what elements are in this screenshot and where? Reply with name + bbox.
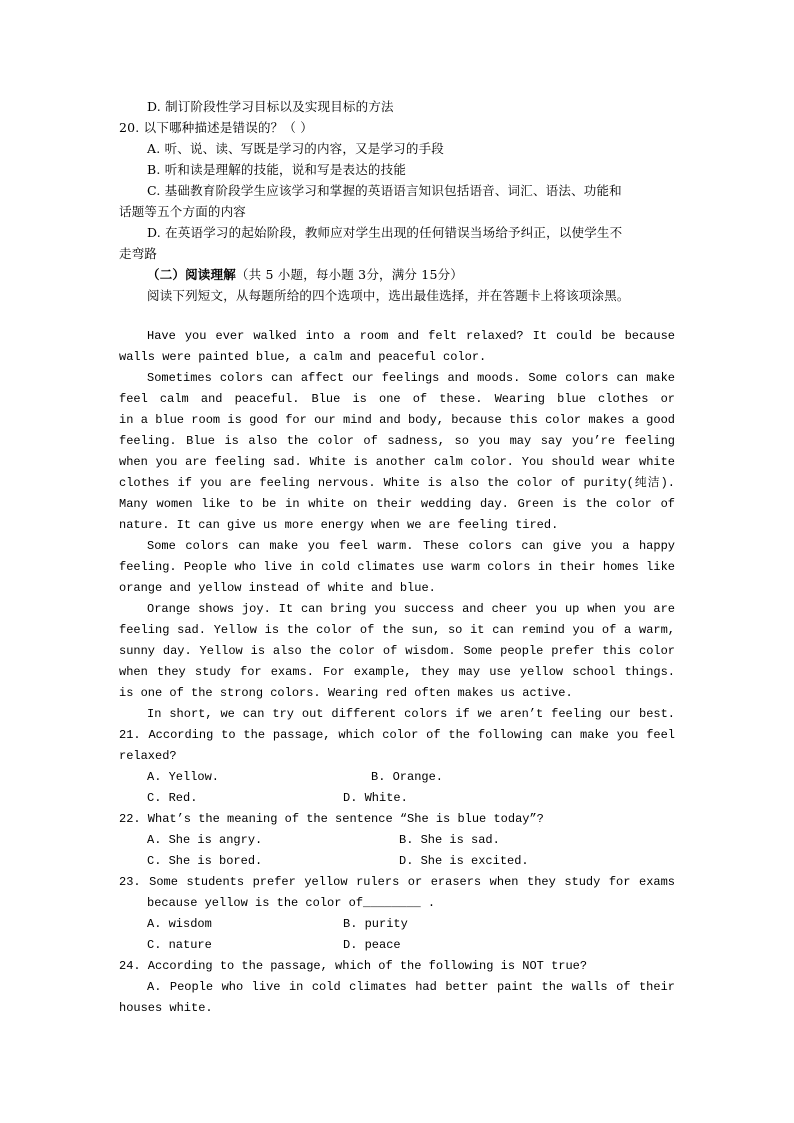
passage-line: is one of the strong colors. Wearing red often makes us active. [119, 686, 573, 700]
passage-line: Orange shows joy. It can bring you success and cheer you up when you are [147, 602, 675, 616]
passage-line: clothes if you are feeling nervous. White is also the color of purity(纯洁). [119, 476, 675, 490]
option-d: D. She is excited. [399, 854, 529, 868]
question-stem-cont: relaxed? [119, 749, 177, 763]
option-d: D. White. [343, 791, 408, 805]
text-line: D. 在英语学习的起始阶段，教师应对学生出现的任何错误当场给予纠正，以使学生不 [147, 225, 623, 240]
passage-line: In short, we can try out different colors if we aren’t feeling our best. [147, 707, 675, 721]
question-21 [119, 725, 675, 809]
passage-line: nature. It can give us more energy when we are feeling tired. [119, 518, 559, 532]
passage-line: sunny day. Yellow is also the color of wisdom. Some people prefer this color [119, 644, 675, 658]
section-header [119, 264, 675, 285]
option-a: A. wisdom [147, 917, 212, 931]
question-stem: 21. According to the passage, which color of the following can make you feel [119, 728, 675, 742]
passage-line: walls were painted blue, a calm and peaceful color. [119, 350, 487, 364]
option-a: A. She is angry. [147, 833, 263, 847]
section-title: （二）阅读理解 [147, 267, 236, 282]
text-line: B. 听和读是理解的技能，说和写是表达的技能 [147, 162, 407, 177]
exam-page [119, 96, 675, 1019]
option-a-cont: houses white. [119, 1001, 213, 1015]
option-b: B. purity [343, 917, 408, 931]
section-note: （共 5 小题，每小题 3分，满分 15分） [235, 267, 464, 282]
question-20-block [119, 96, 675, 264]
text-line: A. 听、说、读、写既是学习的内容，又是学习的手段 [147, 141, 444, 156]
option-c: C. Red. [147, 791, 198, 805]
option-b: B. She is sad. [399, 833, 500, 847]
text-line: 话题等五个方面的内容 [119, 204, 247, 219]
passage-line: Sometimes colors can affect our feelings and moods. Some colors can make [147, 371, 675, 385]
option-a: A. People who live in cold climates had better paint the walls of their [147, 980, 675, 994]
passage-line: orange and yellow instead of white and blue. [119, 581, 436, 595]
option-a: A. Yellow. [147, 770, 220, 784]
question-stem: 23. Some students prefer yellow rulers or erasers when they study for exams [119, 875, 675, 889]
passage-line: when you are feeling sad. White is another calm color. You should wear white [119, 455, 675, 469]
passage-line: feel calm and peaceful. Blue is one of these. Wearing blue clothes or [119, 392, 675, 406]
reading-passage [119, 326, 675, 725]
passage-line: Some colors can make you feel warm. These colors can give you a happy [147, 539, 675, 553]
option-d: D. peace [343, 938, 401, 952]
option-b: B. Orange. [371, 770, 444, 784]
question-stem: 24. According to the passage, which of the following is NOT true? [119, 959, 588, 973]
passage-line: in a blue room is good for our mind and body, because this color makes a good [119, 413, 675, 427]
passage-line: feeling. People who live in cold climates use warm colors in their homes like [119, 560, 675, 574]
option-c: C. nature [147, 938, 212, 952]
question-23 [119, 872, 675, 956]
text-line: C. 基础教育阶段学生应该学习和掌握的英语语言知识包括语音、词汇、语法、功能和 [147, 183, 622, 198]
question-stem: 22. What’s the meaning of the sentence “She is blue today”? [119, 812, 544, 826]
text-line: 走弯路 [119, 246, 158, 261]
passage-line: Many women like to be in white on their wedding day. Green is the color of [119, 497, 675, 511]
question-stem-cont: because yellow is the color of________ . [147, 896, 436, 910]
passage-line: feeling sad. Yellow is the color of the sun, so it can remind you of a warm, [119, 623, 675, 637]
question-24 [119, 956, 675, 1019]
text-line: 20. 以下哪种描述是错误的？（ ） [119, 120, 313, 135]
text-line: D. 制订阶段性学习目标以及实现目标的方法 [147, 99, 394, 114]
passage-line: when they study for exams. For example, they may use yellow school things. [119, 665, 675, 679]
question-22 [119, 809, 675, 872]
passage-line: feeling. Blue is also the color of sadness, so you may say you’re feeling [119, 434, 675, 448]
section-instruction: 阅读下列短文，从每题所给的四个选项中，选出最佳选择，并在答题卡上将该项涂黑。 [147, 288, 630, 303]
option-c: C. She is bored. [147, 854, 263, 868]
passage-line: Have you ever walked into a room and felt relaxed? It could be because [147, 329, 675, 343]
